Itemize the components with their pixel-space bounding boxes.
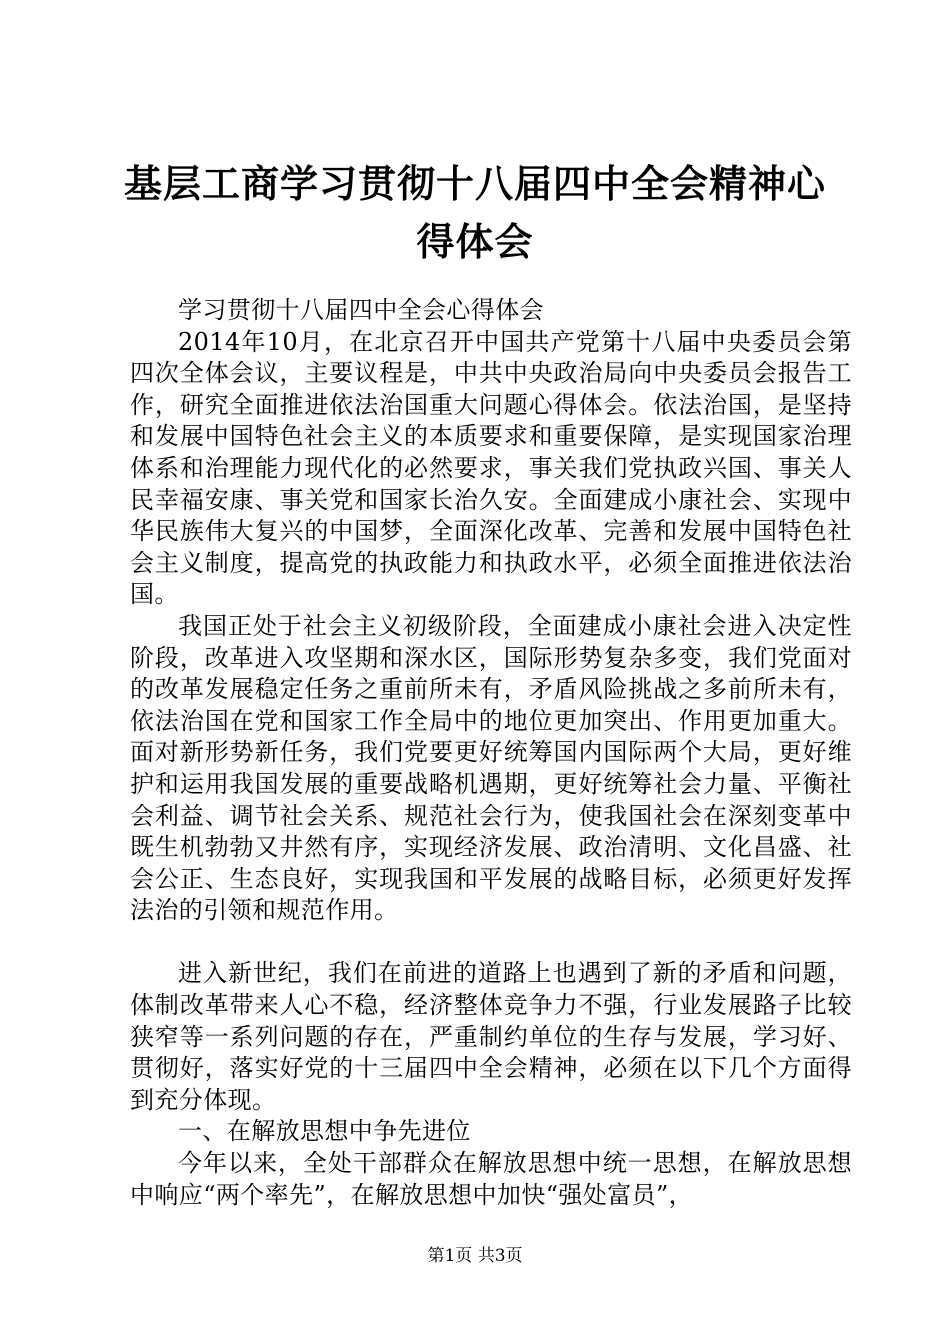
body-paragraph: 我国正处于社会主义初级阶段，全面建成小康社会进入决定性阶段，改革进入攻坚期和深水区，国际形势复杂多变，我们党面对的改革发展稳定任务之重前所未有，矛盾风险挑战之多前所未有，依法治国在党和国家工作全局中的地位更加突出、作用更加重大。面对新形势新任务，我们党要更好统筹国内国际两个大局，更好维护和运用我国发展的重要战略机遇期，更好统筹社会力量、平衡社会利益、调节社会关系、规范社会行为，使我国社会在深刻变革中既生机勃勃又井然有序，实现经济发展、政治清明、文化昌盛、社会公正、生态良好，实现我国和平发展的战略目标，必须更好发挥法治的引领和规范作用。 — [130, 611, 852, 925]
body-paragraph: 进入新世纪，我们在前进的道路上也遇到了新的矛盾和问题，体制改革带来人心不稳，经济整体竞争力不强，行业发展路子比较狭窄等一系列问题的存在，严重制约单位的生存与发展，学习好、贯彻好，落实好党的十三届四中全会精神，必须在以下几个方面得到充分体现。 — [130, 959, 852, 1114]
paragraph-gap — [130, 927, 852, 959]
document-title: 基层工商学习贯彻十八届四中全会精神心得体会 — [123, 161, 826, 264]
body-paragraph: 今年以来，全处干部群众在解放思想中统一思想，在解放思想中响应“两个率先”，在解放思想中加快“强处富员”， — [130, 1149, 852, 1209]
subtitle-paragraph: 学习贯彻十八届四中全会心得体会 — [178, 296, 544, 324]
document-body — [130, 295, 852, 1211]
body-paragraph: 2014年10月，在北京召开中国共产党第十八届中央委员会第四次全体会议，主要议程是，中共中央政治局向中央委员会报告工作，研究全面推进依法治国重大问题心得体会。依法治国，是坚持和发展中国特色社会主义的本质要求和重要保障，是实现国家治理体系和治理能力现代化的必然要求，事关我们党执政兴国、事关人民幸福安康、事关党和国家长治久安。全面建成小康社会、实现中华民族伟大复兴的中国梦，全面深化改革、完善和发展中国特色社会主义制度，提高党的执政能力和执政水平，必须全面推进依法治国。 — [130, 327, 852, 609]
section-heading: 一、在解放思想中争先进位 — [178, 1117, 471, 1146]
page-footer: 第1页 共3页 — [427, 1246, 523, 1266]
